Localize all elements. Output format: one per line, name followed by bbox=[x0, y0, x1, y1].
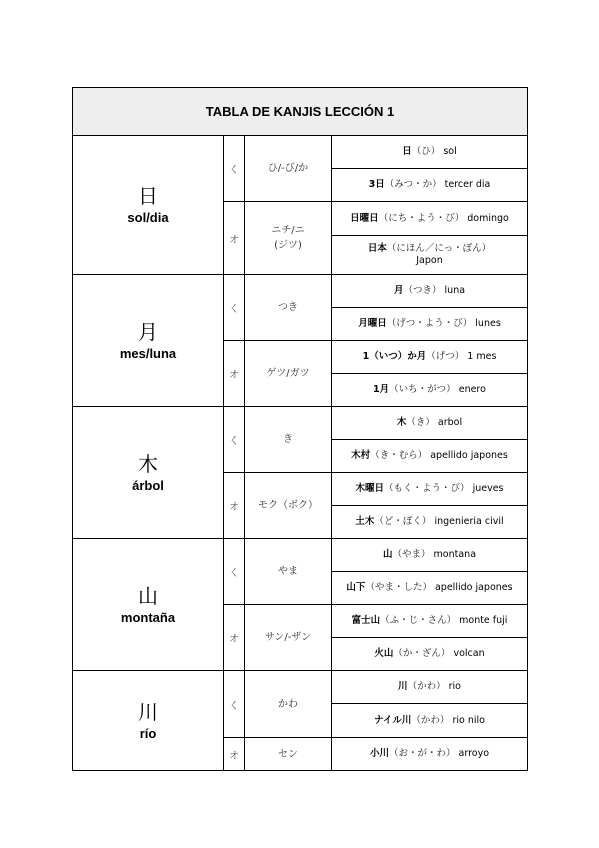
table-title: TABLA DE KANJIS LECCIÓN 1 bbox=[73, 88, 528, 136]
kanji-cell bbox=[73, 136, 224, 275]
on-label: オ bbox=[224, 605, 245, 671]
example-word: 月 bbox=[393, 285, 404, 296]
example-cell bbox=[332, 572, 528, 605]
example-cell bbox=[332, 506, 528, 539]
table-row bbox=[73, 407, 528, 440]
kanji-cell bbox=[73, 275, 224, 407]
on-label: オ bbox=[224, 738, 245, 771]
example-gloss: rio bbox=[448, 681, 461, 692]
example-word: 日曜日 bbox=[350, 212, 379, 224]
example-cell bbox=[332, 169, 528, 202]
kanji-meaning: árbol bbox=[132, 477, 164, 493]
example-reading: （やま） bbox=[392, 549, 431, 560]
example-gloss: sol bbox=[443, 146, 457, 157]
kanji-character: 日 bbox=[138, 184, 158, 208]
example-reading: （やま・した） bbox=[365, 582, 432, 593]
example-reading: （にち・よう・び） bbox=[378, 212, 465, 224]
example-cell bbox=[332, 202, 528, 236]
example-gloss: tercer dia bbox=[444, 179, 491, 190]
example-reading: （き） bbox=[406, 417, 435, 428]
example-reading: （げつ） bbox=[426, 351, 465, 362]
on-reading bbox=[245, 202, 332, 275]
example-gloss: apellido japones bbox=[430, 450, 508, 461]
example-cell bbox=[332, 638, 528, 671]
example-reading: （いち・がつ） bbox=[389, 384, 456, 395]
example-word: 山 bbox=[382, 549, 393, 560]
on-reading: サン/-ザン bbox=[245, 605, 332, 671]
kanji-cell bbox=[73, 671, 224, 771]
kanji-character: 川 bbox=[138, 699, 158, 724]
example-gloss: domingo bbox=[467, 212, 509, 224]
example-reading: （か・ざん） bbox=[393, 648, 451, 659]
example-word: 火山 bbox=[374, 648, 394, 659]
kun-reading: やま bbox=[245, 539, 332, 605]
example-reading: （お・が・わ） bbox=[388, 748, 456, 759]
on-label: オ bbox=[224, 341, 245, 407]
example-word: 川 bbox=[398, 681, 408, 692]
table-row bbox=[73, 275, 528, 308]
kanji-meaning: montaña bbox=[120, 609, 176, 625]
example-word: 3日 bbox=[368, 179, 385, 190]
example-gloss: ingenieria civil bbox=[434, 516, 504, 527]
example-gloss: montana bbox=[433, 549, 477, 560]
table-row bbox=[73, 671, 528, 704]
kun-label: く bbox=[224, 539, 245, 605]
example-cell bbox=[332, 473, 528, 506]
example-gloss: luna bbox=[444, 285, 466, 296]
example-word: 日本 bbox=[367, 243, 387, 254]
on-reading: モク（ボク） bbox=[245, 473, 332, 539]
example-word: 木曜日 bbox=[355, 483, 385, 494]
example-gloss: 1 mes bbox=[467, 351, 497, 362]
kun-reading: ひ/-び/か bbox=[245, 136, 332, 202]
example-gloss: volcan bbox=[453, 648, 485, 659]
example-word: 土木 bbox=[355, 516, 375, 527]
example-cell bbox=[332, 738, 528, 771]
example-cell bbox=[332, 341, 528, 374]
on-label: オ bbox=[224, 202, 245, 275]
example-word: 山下 bbox=[346, 582, 366, 593]
example-cell bbox=[332, 539, 528, 572]
example-word: 富士山 bbox=[351, 615, 381, 626]
example-cell bbox=[332, 671, 528, 704]
example-word: ナイル川 bbox=[374, 714, 412, 726]
example-cell bbox=[332, 407, 528, 440]
example-gloss: apellido japones bbox=[434, 582, 513, 593]
kanji-meaning: mes/luna bbox=[119, 345, 177, 361]
example-word: 木 bbox=[396, 417, 407, 428]
kun-reading: かわ bbox=[245, 671, 332, 738]
kanji-table bbox=[72, 87, 528, 771]
example-word: 月曜日 bbox=[358, 318, 387, 329]
example-word: 木村 bbox=[351, 450, 371, 461]
example-gloss: lunes bbox=[475, 318, 501, 329]
example-reading: （もく・よう・び） bbox=[384, 483, 470, 494]
kanji-meaning: río bbox=[139, 725, 157, 741]
kun-label: く bbox=[224, 671, 245, 738]
on-reading-main: ニチ/ニ (ジツ) bbox=[271, 225, 305, 251]
table-row bbox=[73, 539, 528, 572]
example-gloss: enero bbox=[458, 384, 486, 395]
example-reading: （かわ） bbox=[411, 714, 450, 726]
example-gloss: monte fuji bbox=[459, 615, 508, 626]
example-gloss: arbol bbox=[437, 417, 463, 428]
kun-label: く bbox=[224, 275, 245, 341]
on-reading: セン bbox=[245, 738, 332, 771]
example-reading: （つき） bbox=[403, 285, 442, 296]
table-row bbox=[73, 136, 528, 169]
example-reading: （き・むら） bbox=[370, 450, 428, 461]
kun-reading: つき bbox=[245, 275, 332, 341]
example-reading: （みつ・か） bbox=[384, 179, 442, 190]
example-reading: （にほん／にっ・ぽん） bbox=[386, 243, 492, 254]
kun-reading: き bbox=[245, 407, 332, 473]
on-label: オ bbox=[224, 473, 245, 539]
example-gloss: arroyo bbox=[458, 748, 490, 759]
example-cell bbox=[332, 308, 528, 341]
example-reading: （ふ・じ・さん） bbox=[380, 615, 457, 626]
example-reading: （げつ・よう・び） bbox=[386, 318, 473, 329]
kun-label: く bbox=[224, 136, 245, 202]
example-cell bbox=[332, 136, 528, 169]
example-reading: （ど・ぼく） bbox=[374, 516, 432, 527]
kanji-character: 月 bbox=[138, 319, 158, 344]
example-gloss: jueves bbox=[472, 483, 504, 494]
on-reading: ゲツ/ガツ bbox=[245, 341, 332, 407]
title-row bbox=[73, 88, 528, 136]
example-cell bbox=[332, 236, 528, 275]
example-cell bbox=[332, 704, 528, 738]
example-gloss: rio nilo bbox=[452, 714, 485, 726]
example-cell bbox=[332, 374, 528, 407]
kanji-cell bbox=[73, 539, 224, 671]
kanji-meaning: sol/dia bbox=[127, 210, 169, 225]
example-cell bbox=[332, 275, 528, 308]
example-word: 小川 bbox=[369, 748, 389, 759]
kanji-character: 山 bbox=[138, 583, 158, 608]
example-reading: （かわ） bbox=[407, 681, 446, 692]
kanji-character: 木 bbox=[138, 451, 158, 476]
example-reading: （ひ） bbox=[411, 146, 441, 157]
kanji-cell bbox=[73, 407, 224, 539]
example-gloss: Japon bbox=[416, 255, 443, 266]
example-cell bbox=[332, 440, 528, 473]
example-cell bbox=[332, 605, 528, 638]
example-word: 日 bbox=[402, 146, 412, 157]
example-word: 1（いつ）か月 bbox=[362, 351, 427, 362]
example-word: 1月 bbox=[373, 384, 390, 395]
kun-label: く bbox=[224, 407, 245, 473]
